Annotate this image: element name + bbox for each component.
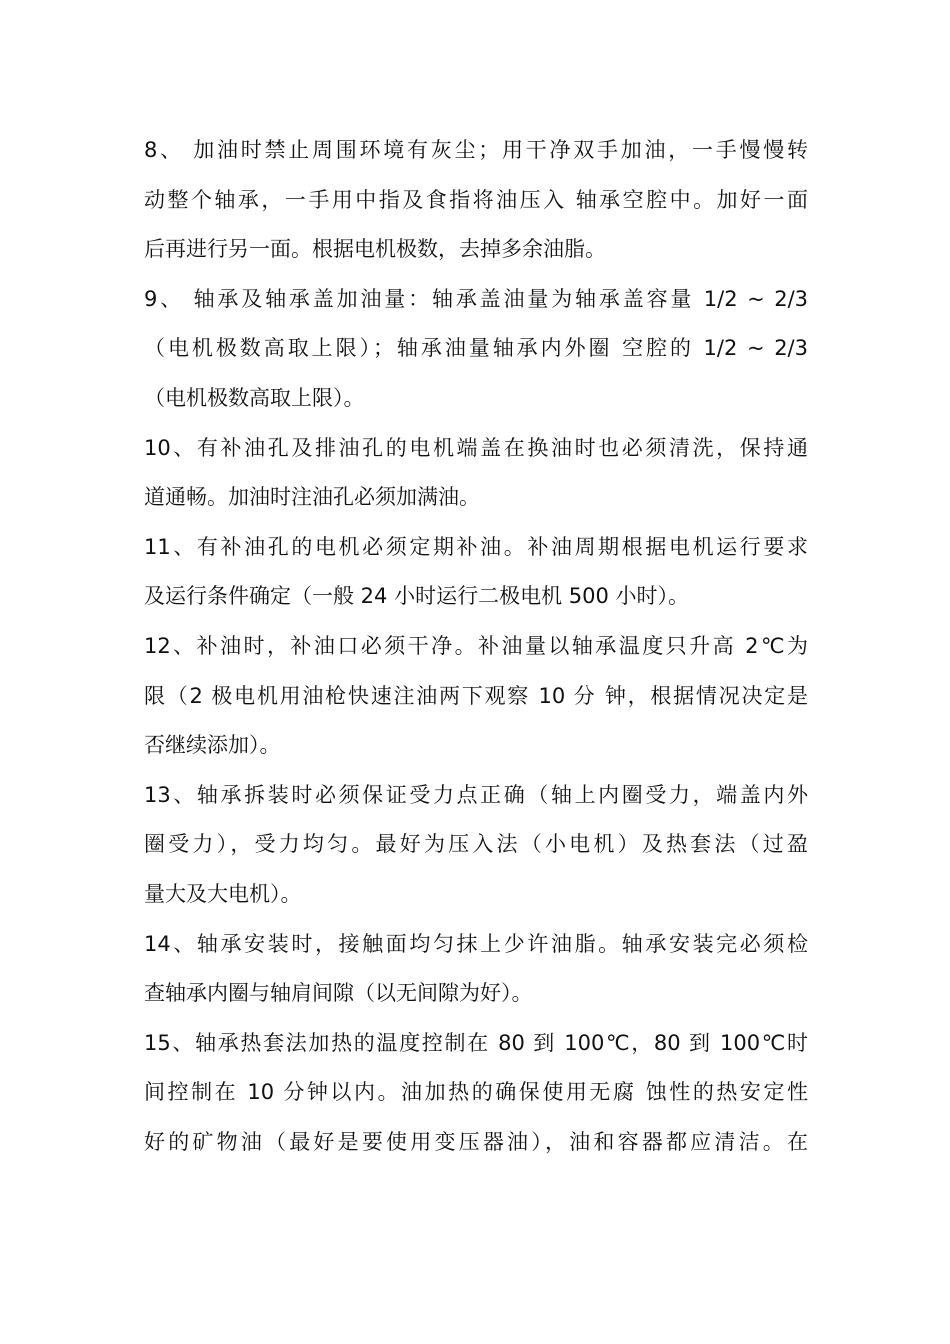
text-line: 好的矿物油（最好是要使用变压器油），油和容器都应清洁。在 — [144, 1129, 808, 1154]
text-line: 14、轴承安装时，接触面均匀抹上少许油脂。轴承安装完必须检 — [144, 931, 808, 956]
text-line: 及运行条件确定（一般 24 小时运行二极电机 500 小时）。 — [144, 584, 690, 609]
text-line: 后再进行另一面。根据电机极数，去掉多余油脂。 — [144, 237, 606, 262]
text-line: 圈受力），受力均匀。最好为压入法（小电机）及热套法（过盈 — [144, 832, 808, 857]
document-body — [144, 126, 808, 1167]
text-line: 动整个轴承，一手用中指及食指将油压入 轴承空腔中。加好一面 — [144, 187, 808, 212]
text-line: 间控制在 10 分钟以内。油加热的确保使用无腐 蚀性的热安定性 — [144, 1080, 808, 1105]
text-line: 11、有补油孔的电机必须定期补油。补油周期根据电机运行要求 — [144, 534, 808, 559]
text-line: 9、 轴承及轴承盖加油量：轴承盖油量为轴承盖容量 1/2 ~ 2/3 — [144, 286, 808, 311]
text-line: 道通畅。加油时注油孔必须加满油。 — [144, 485, 480, 510]
text-line: 量大及大电机）。 — [144, 881, 302, 906]
text-line: 8、 加油时禁止周围环境有灰尘；用干净双手加油，一手慢慢转 — [144, 138, 808, 162]
text-line: 10、有补油孔及排油孔的电机端盖在换油时也必须清洗，保持通 — [144, 435, 808, 460]
text-line: （电机极数高取上限）。 — [144, 385, 365, 410]
text-line: 15、轴承热套法加热的温度控制在 80 到 100℃，80 到 100℃时 — [144, 1030, 808, 1055]
text-line: 12、补油时，补油口必须干净。补油量以轴承温度只升高 2℃为 — [144, 633, 808, 658]
text-line: 查轴承内圈与轴肩间隙（以无间隙为好）。 — [144, 981, 533, 1006]
text-line: （电机极数高取上限）；轴承油量轴承内外圈 空腔的 1/2 ~ 2/3 — [144, 336, 808, 361]
text-line: 限（2 极电机用油枪快速注油两下观察 10 分 钟，根据情况决定是 — [144, 683, 808, 708]
text-line: 否继续添加）。 — [144, 733, 281, 758]
text-line: 13、轴承拆装时必须保证受力点正确（轴上内圈受力，端盖内外 — [144, 782, 808, 807]
